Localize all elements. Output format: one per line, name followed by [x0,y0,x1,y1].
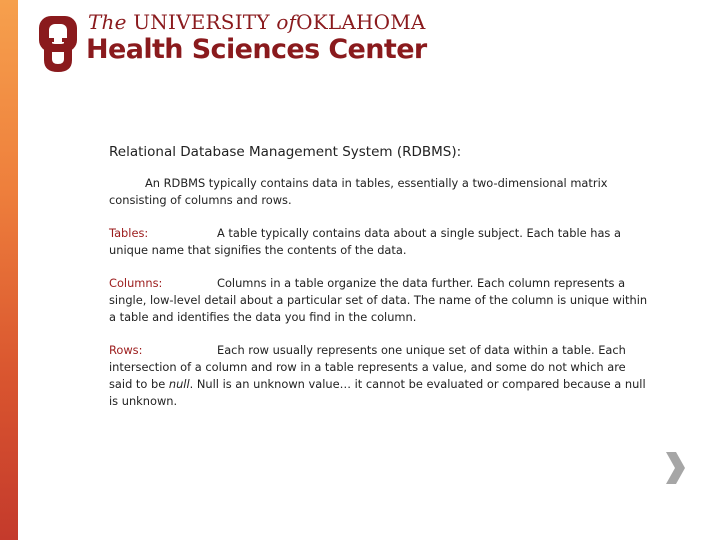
logo-hsc-line: Health Sciences Center [86,34,427,65]
rows-definition [109,342,649,410]
rows-text-before: Each row usually represents one unique set of data within a table. Each intersection of a column and row in a table represents a value, and some do not which are said to be [109,343,626,391]
rows-text-after: . Null is an unknown value… it cannot be evaluated or compared because a null is unknown. [109,377,646,408]
columns-term: Columns: [109,276,163,290]
tables-text: A table typically contains data about a single subject. Each table has a unique name that signifies the contents of the data. [109,226,621,257]
logo-word-the: The [88,10,127,34]
intro-paragraph [109,175,649,209]
slide-content [109,142,649,426]
left-accent-bar [0,0,18,540]
columns-text: Columns in a table organize the data further. Each column represents a single, low-level detail about a particular set of data. The name of the column is unique within a table and identifies the data you find in the column. [109,276,648,324]
chevron-right-icon[interactable] [663,450,687,486]
tables-term: Tables: [109,226,149,240]
columns-definition [109,275,649,326]
logo-word-of: of [276,10,297,34]
ouhsc-logo [36,10,427,74]
intro-text: An RDBMS typically contains data in tables, essentially a two-dimensional matrix consisting of columns and rows. [109,176,608,207]
rows-term: Rows: [109,343,143,357]
ou-monogram-icon [36,14,80,74]
null-word: null [168,377,190,391]
page-title: Relational Database Management System (RDBMS): [109,144,462,160]
logo-word-oklahoma: OKLAHOMA [296,10,426,34]
logo-word-university: UNIVERSITY [133,10,270,34]
tables-definition [109,225,649,259]
logo-university-line [88,10,426,34]
